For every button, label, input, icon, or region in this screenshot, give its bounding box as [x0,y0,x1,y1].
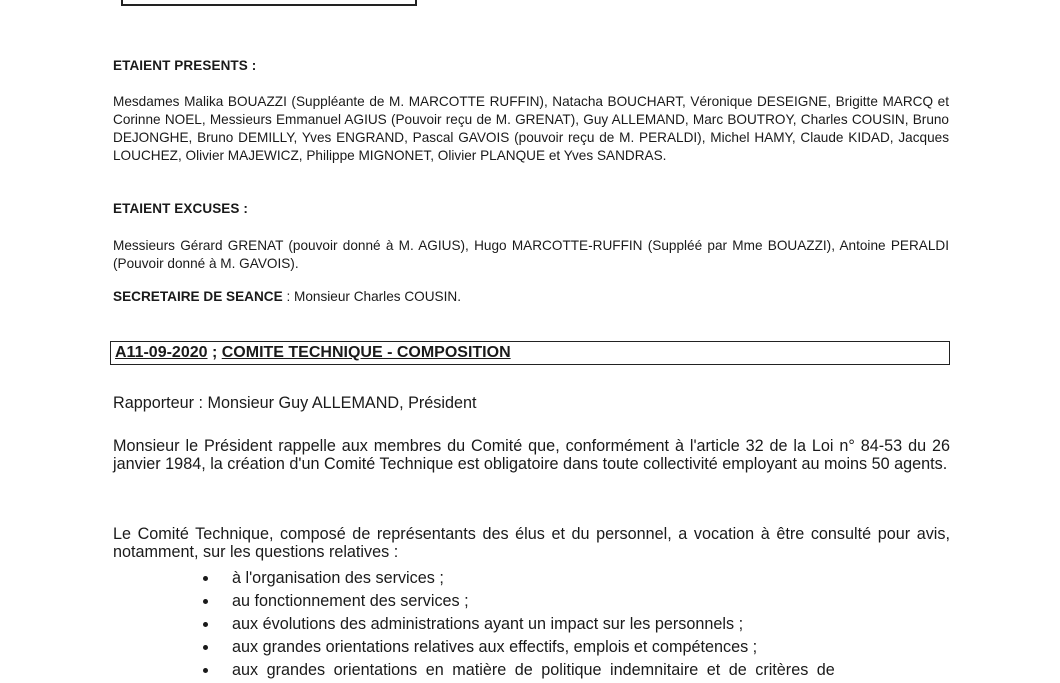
presents-heading: ETAIENT PRESENTS : [113,58,257,73]
rapporteur: Rapporteur : Monsieur Guy ALLEMAND, Président [113,394,477,412]
excuses-text: Messieurs Gérard GRENAT (pouvoir donné à M. AGIUS), Hugo MARCOTTE-RUFFIN (Suppléé par Mme BOUAZZI), Antoine PERALDI (Pouvoir donné à M. GAVOIS). [113,238,949,271]
list-item: aux grandes orientations en matière de politique indemnitaire et de critères de [203,660,953,683]
list-item: à l'organisation des services ; [203,568,953,591]
bullet-list [203,568,953,683]
paragraph-2: Le Comité Technique, composé de représentants des élus et du personnel, a vocation à être consulté pour avis, notamment, sur les questions relatives : [113,525,950,561]
secretaire-label: SECRETAIRE DE SEANCE [113,289,283,304]
header-box [121,0,417,6]
list-item: au fonctionnement des services ; [203,591,953,614]
excuses-heading: ETAIENT EXCUSES : [113,201,248,216]
secretaire-line [113,288,950,306]
list-item: aux évolutions des administrations ayant un impact sur les personnels ; [203,614,953,637]
list-item: aux grandes orientations relatives aux effectifs, emplois et compétences ; [203,637,953,660]
paragraph-1: Monsieur le Président rappelle aux membres du Comité que, conformément à l'article 32 de la Loi n° 84-53 du 26 janvier 1984, la création d'un Comité Technique est obligatoire dans toute collectivité employant au moins 50 agents. [113,437,950,473]
secretaire-value: : Monsieur Charles COUSIN. [282,289,461,304]
section-code: A11-09-2020 [115,344,208,361]
presents-text: Mesdames Malika BOUAZZI (Suppléante de M. MARCOTTE RUFFIN), Natacha BOUCHART, Véronique DESEIGNE, Brigitte MARCQ et Corinne NOEL, Messieurs Emmanuel AGIUS (Pouvoir reçu de M. GRENAT), Guy ALLEMAND, Marc BOUTROY, Charles COUSIN, Bruno DEJONGHE, Bruno DEMILLY, Yves ENGRAND, Pascal GAVOIS (pouvoir reçu de M. PERALDI), Michel HAMY, Claude KIDAD, Jacques LOUCHEZ, Olivier MAJEWICZ, Philippe MIGNONET, Olivier PLANQUE et Yves SANDRAS. [113,94,949,163]
section-title: COMITE TECHNIQUE - COMPOSITION [221,344,511,361]
section-separator: ; [207,344,222,361]
section-title-box [110,341,950,365]
